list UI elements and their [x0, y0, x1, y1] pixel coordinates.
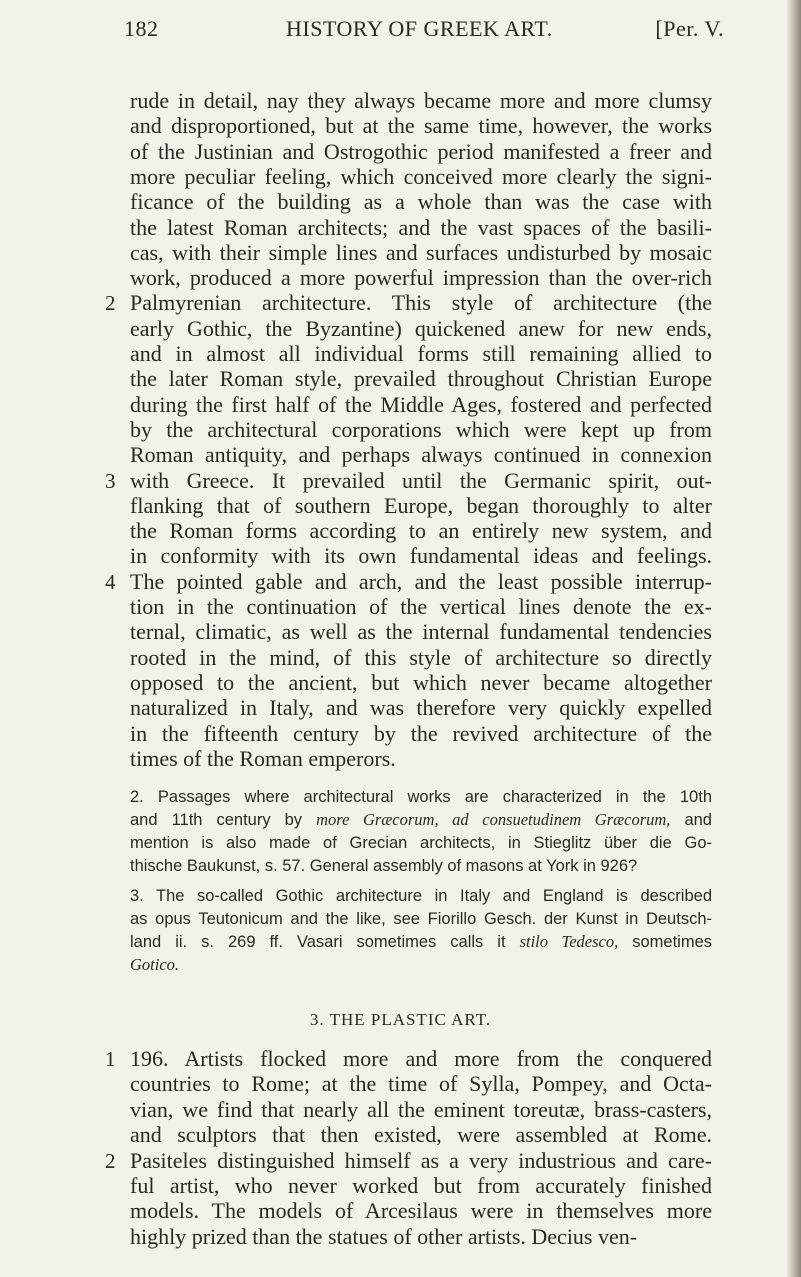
page-number: 182	[124, 16, 159, 41]
page-edge-shadow	[787, 0, 801, 1277]
text-line: the later Roman style, prevailed throughout Christian Europe	[130, 366, 712, 392]
text-line: early Gothic, the Byzantine) quickened anew for new ends,	[130, 315, 712, 341]
text-line: ful artist, who never worked but from accurately finished	[130, 1173, 712, 1198]
running-header	[124, 16, 724, 50]
text-line: work, produced a more powerful impression than the over-rich	[130, 265, 712, 291]
text-line: more peculiar feeling, which conceived more clearly the signi-	[130, 163, 712, 189]
text-line: ficance of the building as a whole than was the case with	[130, 189, 712, 215]
footnote-italic-text: Gotico.	[130, 955, 180, 974]
text-line: of the Justinian and Ostrogothic period manifested a freer and	[130, 138, 712, 164]
margin-note-number: 2	[105, 1148, 116, 1173]
margin-note-number: 3	[105, 468, 116, 493]
text-line: in the fifteenth century by the revived architecture of the	[130, 720, 712, 746]
text-line: countries to Rome; at the time of Sylla, Pompey, and Octa-	[130, 1071, 712, 1097]
text-line: cas, with their simple lines and surfaces undisturbed by mosaic	[130, 239, 712, 265]
text-line: ternal, climatic, as well as the internal fundamental tendencies	[130, 619, 712, 645]
footnote-3-line: as opus Teutonicum and the like, see Fiorillo Gesch. der Kunst in Deutsch-	[130, 910, 712, 928]
text-line: the latest Roman architects; and the vast spaces of the basili-	[130, 214, 712, 240]
text-line: during the first half of the Middle Ages, fostered and perfected	[130, 391, 712, 417]
text-line: Roman antiquity, and perhaps always continued in connexion	[130, 442, 712, 468]
text-line: in conformity with its own fundamental ideas and feelings.	[130, 543, 712, 569]
text-line: by the architectural corporations which were kept up from	[130, 416, 712, 442]
footnote-2-line	[130, 809, 712, 831]
text-line: rooted in the mind, of this style of architecture so directly	[130, 644, 712, 670]
period-label: [Per. V.	[655, 16, 724, 41]
footnote-2-line: thische Baukunst, s. 57. General assembly of masons at York in 926?	[130, 857, 638, 875]
text-line: The pointed gable and arch, and the least possible interrup-	[130, 568, 712, 594]
footnote-2-line: 2. Passages where architectural works are characterized in the 10th	[130, 788, 712, 806]
text-line: and disproportioned, but at the same time, however, the works	[130, 113, 712, 139]
footnote-text: and 11th century by	[130, 811, 317, 829]
text-line: 196. Artists flocked more and more from the conquered	[130, 1046, 712, 1071]
text-line: tion in the continuation of the vertical lines denote the ex-	[130, 594, 712, 619]
footnote-italic-text: more Græcorum, ad consuetudinem Græcorum,	[316, 810, 671, 829]
text-line: opposed to the ancient, but which never became altogether	[130, 669, 712, 695]
text-line: the Roman forms according to an entirely new system, and	[130, 518, 712, 544]
text-line: and sculptors that then existed, were assembled at Rome.	[130, 1122, 712, 1148]
text-line: highly prized than the statues of other artists. Decius ven-	[130, 1223, 638, 1249]
footnote-2-line: mention is also made of Grecian architects, in Stieglitz über die Go-	[130, 834, 712, 852]
footnote-3-line: 3. The so-called Gothic architecture in Italy and England is described	[130, 887, 712, 905]
section-heading: 3. THE PLASTIC ART.	[309, 1010, 492, 1029]
running-title: HISTORY OF GREEK ART.	[286, 16, 553, 41]
text-line: models. The models of Arcesilaus were in themselves more	[130, 1198, 712, 1224]
text-line: vian, we find that nearly all the eminent toreutæ, brass-casters,	[130, 1096, 712, 1122]
text-line: Palmyrenian architecture. This style of architecture (the	[130, 290, 712, 316]
text-line: and in almost all individual forms still remaining allied to	[130, 341, 712, 366]
footnote-text: and	[670, 811, 712, 829]
footnote-3-line	[130, 931, 712, 953]
text-line: with Greece. It prevailed until the Germanic spirit, out-	[130, 467, 712, 493]
footnote-3-line	[130, 954, 712, 976]
text-line: times of the Roman emperors.	[130, 745, 396, 771]
footnote-text: land ii. s. 269 ff. Vasari sometimes calls it	[130, 933, 520, 951]
text-line: rude in detail, nay they always became more and more clumsy	[130, 88, 712, 113]
footnote-text: sometimes	[618, 933, 712, 951]
text-line: naturalized in Italy, and was therefore very quickly expelled	[130, 695, 712, 721]
margin-note-number: 4	[105, 569, 116, 594]
text-line: Pasiteles distinguished himself as a very industrious and care-	[130, 1147, 712, 1173]
margin-note-number: 1	[105, 1047, 116, 1071]
footnote-italic-text: stilo Tedesco,	[519, 932, 619, 951]
text-line: flanking that of southern Europe, began thoroughly to alter	[130, 492, 712, 518]
margin-note-number: 2	[105, 291, 116, 316]
